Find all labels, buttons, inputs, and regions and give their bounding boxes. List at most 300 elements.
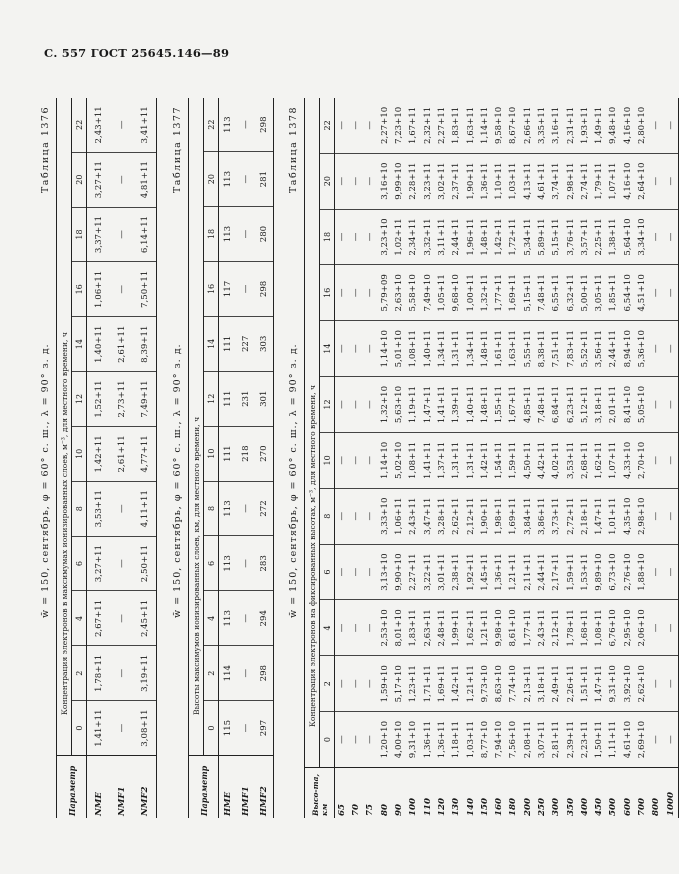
table-row — [650, 98, 664, 818]
hour-header: 22 — [320, 98, 335, 153]
table-row — [664, 98, 679, 818]
table-cell: 2,48+11 — [435, 600, 449, 656]
table-cell: 1,50+11 — [594, 720, 605, 759]
table-row — [392, 98, 406, 818]
table-cell: — — [110, 98, 133, 152]
table-cell: 113 — [219, 536, 238, 591]
table-cell: 1,18+11 — [451, 720, 462, 759]
table-cell: 3,92+10 — [621, 656, 635, 712]
table-cell: — — [237, 207, 255, 262]
table-cell: 1,08+11 — [406, 432, 420, 488]
table-cell: 5,12+11 — [578, 377, 592, 433]
table-row — [219, 98, 238, 818]
table-cell: — — [364, 209, 378, 265]
table-cell: 1,54+11 — [492, 432, 506, 488]
table-cell: 1,02+11 — [392, 209, 406, 265]
table-cell: 9,58+10 — [492, 98, 506, 153]
row-label: 600 — [621, 768, 635, 819]
hour-header: 14 — [204, 316, 219, 371]
table-cell: 2,63+10 — [392, 265, 406, 321]
table-cell: 1,62+11 — [592, 432, 606, 488]
table-cell: 272 — [255, 481, 274, 536]
table-cell: — — [664, 544, 679, 600]
table-row — [133, 98, 157, 818]
table-cell: 6,55+11 — [549, 265, 563, 321]
table-cell: 1,52+11 — [87, 372, 111, 427]
hour-header: 22 — [204, 98, 219, 152]
table-cell: — — [664, 600, 679, 656]
table-cell: 2,49+11 — [549, 656, 563, 712]
table-cell: 1,47+11 — [592, 488, 606, 544]
hour-header: 6 — [72, 536, 87, 591]
table-cell: 1,98+11 — [492, 488, 506, 544]
table-cell: 1,78+11 — [564, 600, 578, 656]
table-cell: 6,54+10 — [621, 265, 635, 321]
table-cell: 2,27+11 — [406, 544, 420, 600]
table-cell: — — [349, 656, 363, 712]
table-cell: 1,14+10 — [378, 432, 392, 488]
table-cell: 1,23+11 — [406, 656, 420, 712]
table-cell: 7,74+10 — [507, 656, 521, 712]
table-cell: 1,61+11 — [492, 321, 506, 377]
table-cell: — — [349, 209, 363, 265]
table-cell: 1,38+11 — [607, 209, 621, 265]
row-label: 110 — [421, 768, 435, 819]
table-cell: — — [650, 544, 664, 600]
table-row — [507, 98, 521, 818]
table-cell: 1,49+11 — [592, 98, 606, 153]
table-row — [464, 98, 478, 818]
table-cell: 3,16+10 — [378, 153, 392, 209]
table-cell: 1,11+11 — [608, 720, 619, 759]
table-cell: 3,35+11 — [535, 98, 549, 153]
table-cell: 3,08+11 — [133, 701, 157, 756]
table-cell: 5,58+10 — [406, 265, 420, 321]
table-cell: 2,81+11 — [551, 720, 562, 759]
table-cell: 3,56+11 — [592, 321, 606, 377]
table-cell: — — [650, 265, 664, 321]
table-cell: 1,32+11 — [478, 265, 492, 321]
table-cell: 1,78+11 — [87, 646, 111, 701]
table-cell: — — [364, 544, 378, 600]
table-row — [621, 98, 635, 818]
hour-header: 16 — [204, 261, 219, 316]
table-cell: — — [349, 265, 363, 321]
table-cell: 4,77+11 — [133, 426, 157, 481]
table-cell: 1,40+11 — [421, 321, 435, 377]
table-cell: — — [364, 98, 378, 153]
table-cell: — — [364, 153, 378, 209]
table-cell: 1,42+11 — [478, 432, 492, 488]
table-cell: 298 — [255, 98, 274, 152]
table-cell: 3,37+11 — [87, 207, 111, 262]
table-cell: 1,21+11 — [478, 600, 492, 656]
table-cell: 2,37+11 — [449, 153, 463, 209]
table-cell: 3,86+11 — [535, 488, 549, 544]
table-cell: 115 — [223, 719, 233, 737]
table-cell: 4,50+11 — [521, 432, 535, 488]
hour-header: 18 — [204, 207, 219, 262]
table-cell: 6,84+11 — [549, 377, 563, 433]
table-cell: 2,98+10 — [635, 488, 649, 544]
table-cell: 1,85+11 — [607, 265, 621, 321]
table-cell: 2,64+10 — [635, 153, 649, 209]
table-cell: 1,36+11 — [436, 720, 447, 759]
table-cell: 2,43+11 — [87, 98, 111, 152]
row-label: 400 — [578, 768, 592, 819]
table-cell: 5,89+11 — [535, 209, 549, 265]
table-cell: 1,77+11 — [492, 265, 506, 321]
table-row — [607, 98, 621, 818]
table-cell: 1,41+11 — [93, 709, 104, 747]
table-cell: 4,81+11 — [133, 152, 157, 207]
table-cell: 3,57+11 — [578, 209, 592, 265]
table-cell: 2,61+11 — [110, 317, 133, 372]
table-cell: 9,31+10 — [607, 656, 621, 712]
table-cell: — — [335, 153, 350, 209]
table-1376-label: Таблица 1376 — [40, 106, 51, 194]
table-cell: — — [237, 591, 255, 646]
table-cell: 1,36+11 — [478, 153, 492, 209]
table-cell: 2,43+11 — [406, 488, 420, 544]
table-1376-desc: Концентрация электронов в максимумах ионизированных слоев, м⁻³, для местного времени, ч — [57, 98, 72, 756]
table-cell: — — [110, 152, 133, 207]
table-cell: 113 — [219, 481, 238, 536]
table-cell: 1,88+10 — [635, 544, 649, 600]
table-cell: 270 — [255, 426, 274, 481]
table-row — [449, 98, 463, 818]
table-cell: 3,47+11 — [421, 488, 435, 544]
table-cell: 3,13+10 — [378, 544, 392, 600]
table-cell: 1,07+11 — [607, 432, 621, 488]
table-cell: 1,53+11 — [578, 544, 592, 600]
table-cell: 1,06+11 — [87, 262, 111, 317]
table-cell: 1,71+11 — [421, 656, 435, 712]
table-cell: — — [364, 656, 378, 712]
table-cell: 1,32+10 — [378, 377, 392, 433]
table-1378 — [286, 98, 679, 818]
table-cell: 2,23+11 — [579, 720, 590, 759]
row-label: 1000 — [664, 768, 679, 819]
table-cell: 1,48+11 — [478, 377, 492, 433]
table-cell: 8,77+10 — [479, 720, 490, 759]
table-cell: 6,76+10 — [607, 600, 621, 656]
table-cell: 1,20+10 — [379, 720, 390, 759]
table-cell: 5,36+10 — [635, 321, 649, 377]
table-cell: 2,12+11 — [464, 488, 478, 544]
table-cell: — — [364, 265, 378, 321]
table-cell: — — [650, 600, 664, 656]
table-cell: 3,32+11 — [421, 209, 435, 265]
table-cell: 4,13+11 — [521, 153, 535, 209]
table-cell: — — [335, 265, 350, 321]
table-cell: 3,53+11 — [87, 481, 111, 536]
row-label: 80 — [378, 768, 392, 819]
row-label: 75 — [364, 768, 378, 819]
row-label: HMF1 — [237, 756, 255, 819]
table-cell: 2,25+11 — [592, 209, 606, 265]
table-cell: 1,34+11 — [464, 321, 478, 377]
table-row — [406, 98, 420, 818]
table-cell: 3,27+11 — [87, 152, 111, 207]
table-1377-caption: w̄ = 150, сентябрь, φ = 60° с. ш., λ = 90° з. д. — [172, 343, 183, 618]
table-cell: 3,73+11 — [549, 488, 563, 544]
table-cell: 2,61+11 — [110, 426, 133, 481]
table-cell: 4,61+11 — [535, 153, 549, 209]
table-cell: 3,01+11 — [435, 544, 449, 600]
table-cell: 281 — [255, 152, 274, 207]
hour-header: 18 — [320, 209, 335, 265]
table-cell: 3,76+11 — [564, 209, 578, 265]
table-cell: — — [110, 262, 133, 317]
hour-header: 4 — [204, 591, 219, 646]
table-cell: 301 — [255, 371, 274, 426]
table-cell: 5,01+10 — [392, 321, 406, 377]
table-1376 — [38, 98, 157, 818]
hour-header: 12 — [204, 371, 219, 426]
table-cell: 2,69+10 — [637, 720, 648, 759]
table-cell: 1,79+11 — [592, 153, 606, 209]
row-label: HMF2 — [255, 756, 274, 819]
table-cell: 2,18+11 — [578, 488, 592, 544]
table-cell: — — [335, 656, 350, 712]
row-label: 450 — [592, 768, 606, 819]
table-cell: — — [237, 98, 255, 152]
table-cell: — — [335, 600, 350, 656]
table-cell: 5,52+11 — [578, 321, 592, 377]
table-cell: — — [336, 735, 347, 744]
table-cell: 2,27+10 — [378, 98, 392, 153]
table-1376-grid — [56, 98, 157, 818]
table-cell: — — [349, 432, 363, 488]
table-cell: 3,23+10 — [378, 209, 392, 265]
table-cell: 1,41+11 — [421, 432, 435, 488]
rotated-content — [38, 58, 676, 818]
table-cell: 2,34+11 — [406, 209, 420, 265]
table-row — [87, 98, 111, 818]
table-cell: 7,50+11 — [133, 262, 157, 317]
hour-header: 20 — [72, 152, 87, 207]
row-label: 140 — [464, 768, 478, 819]
table-cell: 9,31+10 — [408, 720, 419, 759]
table-cell: — — [650, 656, 664, 712]
table-cell: 1,42+11 — [492, 209, 506, 265]
table-cell: 1,34+11 — [435, 321, 449, 377]
table-1377 — [170, 98, 274, 818]
table-cell: 1,06+11 — [392, 488, 406, 544]
table-cell: — — [335, 209, 350, 265]
table-cell: 113 — [219, 207, 238, 262]
table-cell: 1,36+11 — [422, 720, 433, 759]
table-cell: 9,73+10 — [478, 656, 492, 712]
table-cell: 4,42+11 — [535, 432, 549, 488]
table-cell: — — [664, 712, 679, 768]
table-cell: 1,14+11 — [478, 98, 492, 153]
table-cell: 113 — [219, 98, 238, 152]
table-cell: 1,90+11 — [464, 153, 478, 209]
table-cell: 1,37+11 — [435, 432, 449, 488]
table-cell: 5,00+11 — [578, 265, 592, 321]
hour-header: 2 — [72, 646, 87, 701]
table-cell: 5,15+11 — [521, 265, 535, 321]
hour-header: 14 — [320, 321, 335, 377]
table-cell: 1,67+11 — [507, 377, 521, 433]
table-cell: 2,68+11 — [578, 432, 592, 488]
table-cell: 7,23+10 — [392, 98, 406, 153]
row-label: 65 — [335, 768, 350, 819]
table-cell: 1,93+11 — [578, 98, 592, 153]
table-cell: 1,69+11 — [435, 656, 449, 712]
table-cell: 3,05+11 — [592, 265, 606, 321]
table-cell: 1,69+11 — [507, 265, 521, 321]
table-cell: 3,53+11 — [564, 432, 578, 488]
row-label: 90 — [392, 768, 406, 819]
table-cell: — — [664, 656, 679, 712]
table-cell: 1,00+11 — [464, 265, 478, 321]
table-cell: 1,07+11 — [607, 153, 621, 209]
table-cell: 1,42+11 — [87, 426, 111, 481]
table-cell: — — [664, 209, 679, 265]
table-cell: 7,94+10 — [494, 720, 505, 759]
table-cell: 2,74+11 — [578, 153, 592, 209]
table-cell: 2,01+11 — [607, 377, 621, 433]
hour-header: 10 — [320, 432, 335, 488]
table-row — [378, 98, 392, 818]
table-cell: — — [364, 432, 378, 488]
table-cell: 3,19+11 — [133, 646, 157, 701]
table-1377-desc: Высоты максимумов ионизированных слоев, км, для местного времени, ч — [189, 98, 204, 756]
table-cell: 3,34+10 — [635, 209, 649, 265]
table-cell: 1,31+11 — [449, 432, 463, 488]
table-cell: 2,98+11 — [564, 153, 578, 209]
table-cell: 1,21+11 — [507, 544, 521, 600]
table-cell: 1,45+11 — [478, 544, 492, 600]
table-cell: 4,00+10 — [394, 720, 405, 759]
table-cell: 6,32+11 — [564, 265, 578, 321]
row-label: 350 — [564, 768, 578, 819]
table-cell: 1,59+10 — [378, 656, 392, 712]
row-label: 700 — [635, 768, 649, 819]
table-cell: 4,35+10 — [621, 488, 635, 544]
table-cell: — — [116, 723, 127, 733]
table-cell: 5,55+11 — [521, 321, 535, 377]
table-cell: 298 — [255, 646, 274, 701]
table-1377-label: Таблица 1377 — [172, 106, 183, 194]
table-cell: 9,68+10 — [449, 265, 463, 321]
table-cell: 9,89+10 — [592, 544, 606, 600]
table-cell: 2,12+11 — [549, 600, 563, 656]
table-row — [535, 98, 549, 818]
table-cell: 2,73+11 — [110, 372, 133, 427]
table-row — [335, 98, 350, 818]
table-cell: 9,98+10 — [492, 600, 506, 656]
hour-header: 20 — [320, 153, 335, 209]
table-cell: 2,26+11 — [564, 656, 578, 712]
table-cell: — — [349, 153, 363, 209]
hour-header: 16 — [320, 265, 335, 321]
table-cell: 111 — [219, 371, 238, 426]
table-cell: 1,59+11 — [564, 544, 578, 600]
table-cell: 2,72+11 — [564, 488, 578, 544]
table-cell: 1,69+11 — [507, 488, 521, 544]
table-cell: 1,90+11 — [478, 488, 492, 544]
table-cell: 3,84+11 — [521, 488, 535, 544]
page-header: С. 557 ГОСТ 25645.146—89 — [44, 46, 230, 60]
table-cell: — — [349, 321, 363, 377]
table-cell: — — [237, 261, 255, 316]
table-cell: 2,53+10 — [378, 600, 392, 656]
table-cell: 2,67+11 — [87, 591, 111, 646]
table-cell: — — [335, 377, 350, 433]
table-cell: — — [335, 488, 350, 544]
table-cell: — — [650, 432, 664, 488]
hour-header: 12 — [320, 377, 335, 433]
table-cell: 3,16+11 — [549, 98, 563, 153]
table-cell: 1,05+11 — [435, 265, 449, 321]
hour-header: 8 — [320, 488, 335, 544]
table-cell: 1,10+11 — [492, 153, 506, 209]
table-row — [592, 98, 606, 818]
table-cell: 1,83+11 — [449, 98, 463, 153]
table-cell: — — [237, 152, 255, 207]
table-cell: — — [664, 488, 679, 544]
table-cell: 2,80+10 — [635, 98, 649, 153]
param-header: Параметр — [189, 756, 219, 819]
table-cell: — — [110, 207, 133, 262]
table-cell: 5,02+10 — [392, 432, 406, 488]
table-cell: 303 — [255, 316, 274, 371]
table-cell: 4,33+10 — [621, 432, 635, 488]
table-cell: — — [650, 377, 664, 433]
table-cell: 1,47+11 — [421, 377, 435, 433]
table-cell: 1,68+11 — [578, 600, 592, 656]
table-cell: 117 — [219, 261, 238, 316]
table-cell: — — [364, 600, 378, 656]
table-cell: 111 — [219, 426, 238, 481]
row-label: NMF1 — [110, 756, 133, 819]
table-cell: 5,64+10 — [621, 209, 635, 265]
table-cell: 1,01+11 — [607, 488, 621, 544]
table-cell: 2,63+11 — [421, 600, 435, 656]
table-cell: 1,41+11 — [435, 377, 449, 433]
hour-header: 0 — [320, 712, 335, 768]
hour-header: 8 — [204, 481, 219, 536]
table-cell: 2,76+10 — [621, 544, 635, 600]
table-cell: 1,36+11 — [492, 544, 506, 600]
table-row — [255, 98, 274, 818]
table-cell: 3,18+11 — [535, 656, 549, 712]
table-cell: — — [237, 536, 255, 591]
table-cell: 1,21+11 — [464, 656, 478, 712]
table-cell: — — [364, 321, 378, 377]
hour-header: 18 — [72, 207, 87, 262]
table-cell: 3,33+10 — [378, 488, 392, 544]
table-cell: 2,08+11 — [522, 720, 533, 759]
table-cell: 6,73+10 — [607, 544, 621, 600]
table-cell: 9,90+10 — [392, 544, 406, 600]
table-cell: 231 — [237, 371, 255, 426]
hour-header: 2 — [320, 656, 335, 712]
table-cell: 6,14+11 — [133, 207, 157, 262]
table-cell: 111 — [219, 316, 238, 371]
table-cell: — — [650, 98, 664, 153]
table-cell: 3,18+11 — [592, 377, 606, 433]
table-cell: 7,49+11 — [133, 372, 157, 427]
table-cell: — — [349, 600, 363, 656]
table-cell: — — [364, 377, 378, 433]
table-cell: 2,31+11 — [564, 98, 578, 153]
table-cell: 1,62+11 — [464, 600, 478, 656]
